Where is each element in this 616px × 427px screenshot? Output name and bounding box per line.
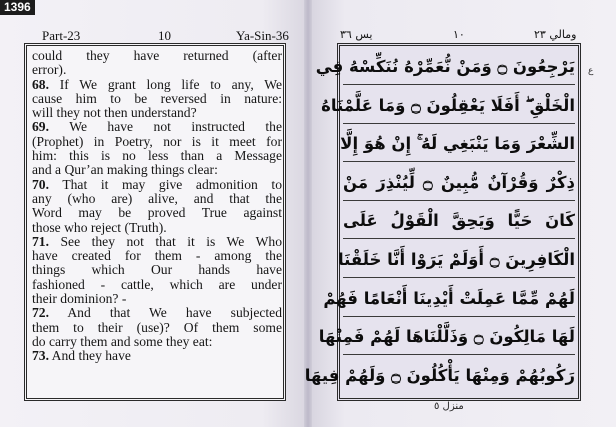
right-header-surah: يس ٣٦: [340, 28, 373, 41]
text-line: [32, 163, 282, 177]
english-translation: [32, 49, 282, 364]
english-text-frame: [24, 43, 286, 401]
verse-number: 73.: [32, 348, 49, 364]
arabic-line: كَانَ حَيًّا وَيَحِقَّ الْقَوْلُ عَلَى: [343, 204, 575, 239]
text-line: [32, 349, 282, 363]
margin-ruku-mark: ع: [588, 66, 594, 76]
arabic-line: الْكَافِرِينَ ۝ أَوَلَمْ يَرَوْا أَنَّا خَلَقْنَا: [343, 243, 575, 278]
text-line: [32, 321, 282, 335]
text-line: [32, 149, 282, 163]
verse-text: them to their (use)? Of them some: [32, 319, 282, 335]
verse-text: him: this is no less than a Message: [32, 148, 282, 164]
right-header-page-number: ١٠: [453, 28, 465, 41]
arabic-line: لَهَا مَالِكُونَ ۝ وَذَلَّلْنَاهَا لَهُمْ فَمِنْهَا: [343, 320, 575, 355]
verse-text: error).: [32, 62, 67, 78]
verse-text: And they have: [49, 348, 131, 364]
arabic-line: الشِّعْرَ وَمَا يَنْبَغِي لَهُ ۚ إِنْ هُوَ إِلَّا: [343, 127, 575, 162]
text-line: [32, 63, 282, 77]
image-number-badge: 1396: [0, 0, 35, 15]
right-header-part: ومالي ٢٣: [534, 28, 577, 41]
verse-text: And that We have subjected: [49, 305, 282, 321]
text-line: [32, 335, 282, 349]
arabic-line: ذِكْرٌ وَقُرْآنٌ مُّبِينٌ ۝ لِّيُنْذِرَ مَنْ: [343, 166, 575, 201]
text-line: [32, 192, 282, 206]
arabic-line: رَكُوبُهُمْ وَمِنْهَا يَأْكُلُونَ ۝ وَلَهُمْ فِيهَا: [304, 365, 575, 385]
arabic-line: الْخَلْقِ ۖ أَفَلَا يَعْقِلُونَ ۝ وَمَا عَلَّمْنَاهُ: [343, 89, 575, 124]
text-line: [32, 135, 282, 149]
arabic-line: يَرْجِعُونَ ۝ وَمَنْ نُّعَمِّرْهُ نُنَكِّسْهُ فِي: [343, 50, 575, 85]
text-line: [32, 292, 282, 306]
arabic-line: لَهُمْ مِّمَّا عَمِلَتْ أَيْدِينَا أَنْعَامًا فَهُمْ: [343, 282, 575, 317]
manzil-footer: منزل ٥: [434, 401, 464, 412]
header-surah: Ya-Sin-36: [236, 28, 289, 43]
verse-number: 69.: [32, 119, 49, 135]
verse-number: 72.: [32, 305, 49, 321]
text-line: [32, 206, 282, 220]
verse-text: Word may be proved True against: [32, 205, 282, 221]
verse-text: could they have returned (after: [32, 48, 282, 63]
header-page-number: 10: [158, 28, 171, 43]
header-part: Part-23: [42, 28, 81, 43]
verse-text: That it may give admonition to: [49, 176, 282, 192]
verse-number: 70.: [32, 176, 49, 192]
text-line: [32, 249, 282, 263]
verse-text: things which Our hands have: [32, 262, 282, 278]
verse-text: and a Qur’an making things clear:: [32, 162, 218, 178]
verse-text: If We grant long life to any, We: [49, 76, 282, 92]
verse-text: cause him to be reversed in nature:: [32, 90, 282, 106]
verse-text: have created for them - among the: [32, 248, 282, 264]
verse-text: We have not instructed the: [49, 119, 282, 135]
text-line: [32, 92, 282, 106]
text-line: [32, 306, 282, 320]
verse-text: those who reject (Truth).: [32, 219, 167, 235]
text-line: [32, 120, 282, 134]
verse-number: 68.: [32, 76, 49, 92]
verse-text: fashioned - cattle, which are under: [32, 276, 282, 292]
text-line: [32, 78, 282, 92]
text-line: [32, 49, 282, 63]
text-line: [32, 278, 282, 292]
text-line: [32, 263, 282, 277]
text-line: [32, 221, 282, 235]
verse-text: their dominion? -: [32, 291, 127, 307]
verse-number: 71.: [32, 233, 49, 249]
arabic-text-frame: [304, 43, 581, 401]
verse-text: will they not then understand?: [32, 105, 197, 121]
verse-text: any (who are) alive, and that the: [32, 190, 282, 206]
verse-text: See they not that it is We Who: [49, 233, 282, 249]
text-line: [32, 235, 282, 249]
verse-text: (Prophet) in Poetry, nor is it meet for: [32, 133, 282, 149]
text-line: [32, 106, 282, 120]
text-line: [32, 178, 282, 192]
verse-text: do carry them and some they eat:: [32, 333, 213, 349]
